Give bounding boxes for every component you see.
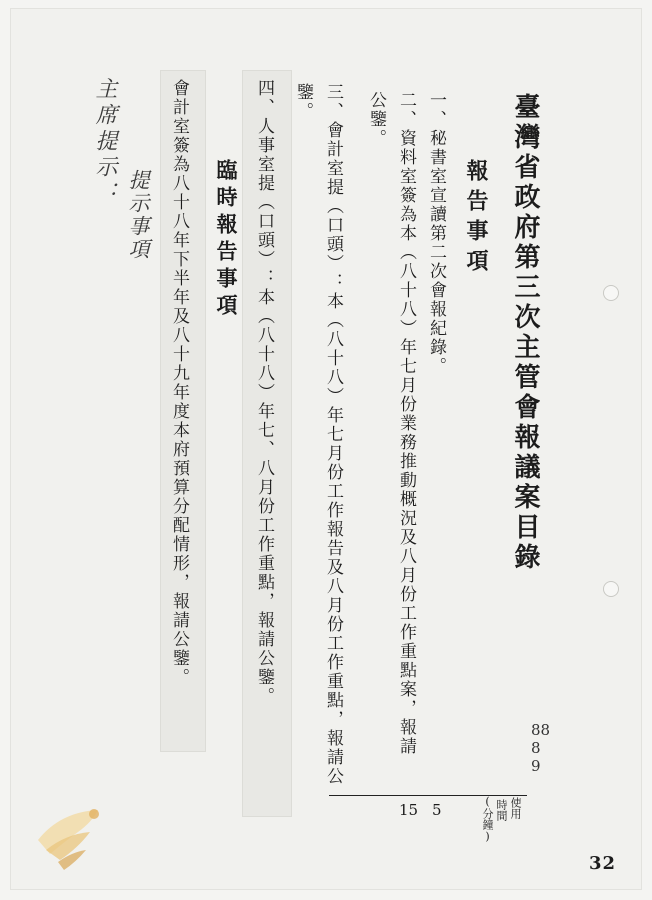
time-label: (分鐘) <box>481 795 494 843</box>
document-title: 臺灣省政府第三次主管會報議案目錄 <box>510 93 540 573</box>
time-label: 使用 <box>509 797 522 819</box>
date-text: 88 8 9 <box>531 721 551 775</box>
punch-hole <box>603 581 619 597</box>
page-number: 32 <box>589 853 617 874</box>
time-value: 5 <box>432 801 442 819</box>
section-heading-report: 報告事項 <box>463 159 489 279</box>
agenda-item-4: 四、人事室提（口頭）：本（八十八）年七、八月份工作重點，報請公鑒。 <box>254 79 274 706</box>
section-heading-temporary: 臨時報告事項 <box>214 159 239 321</box>
agenda-item-2: 二、資料室簽為本（八十八）年七月份業務推動概況及八月份工作重點案，報請公鑒。 <box>366 91 416 756</box>
date-mark <box>531 721 550 775</box>
time-label: 時間 <box>495 799 508 821</box>
punch-hole <box>603 285 619 301</box>
temporary-item: 會計室簽為八十八年下半年及八十九年度本府預算分配情形，報請公鑒。 <box>169 79 189 687</box>
document-page <box>10 8 642 890</box>
time-value: 15 <box>399 801 419 819</box>
agenda-item-3: 三、會計室提（口頭）：本（八十八）年七月份工作報告及八月份工作重點，報請公鑒。 <box>293 83 343 786</box>
agenda-item-1: 一、秘書室宣讀第二次會報紀錄。 <box>426 91 446 376</box>
handwritten-note: 主席提示： <box>92 77 117 207</box>
time-rule-line <box>329 795 527 796</box>
handwritten-note: 提示事項 <box>126 169 150 261</box>
archive-logo-icon <box>20 792 120 882</box>
